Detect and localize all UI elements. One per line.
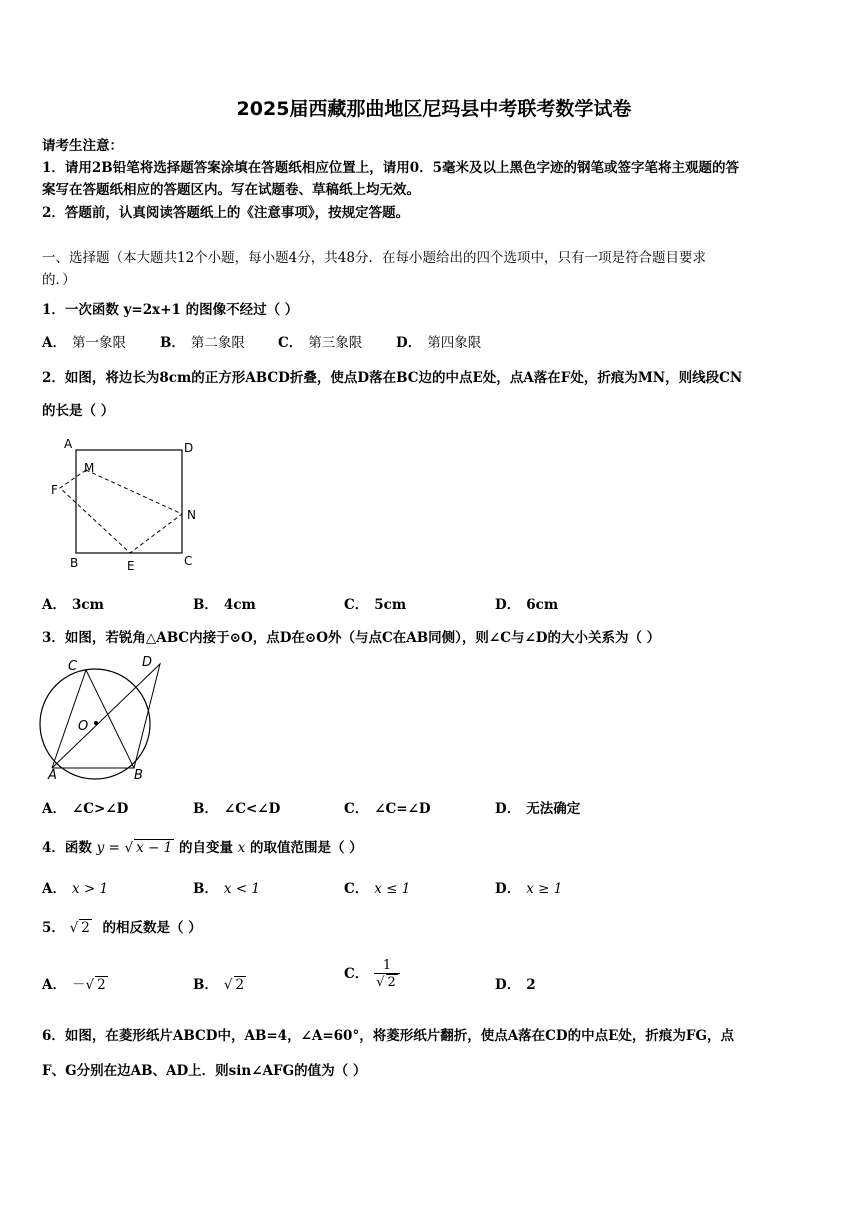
q2-option-a-letter: A． [42,597,66,613]
q3-option-d-text: 无法确定 [526,801,581,817]
notice-item1-line2: 案写在答题纸相应的答题区内。写在试题卷、草稿纸上均无效。 [42,182,420,198]
q2-label-d: D [184,441,194,455]
q5-option-d-letter: D． [495,977,521,993]
q4-option-b-text: x < 1 [223,881,261,897]
q2-option-a [42,593,104,613]
q5-stem-suffix: 的相反数是（ ） [102,920,202,936]
q2-option-c-text: 5cm [374,597,407,613]
q1-option-a-text: 第一象限 [71,335,126,351]
q2-stem-line2: 的长是（ ） [42,403,115,419]
q4-option-b-letter: B． [193,881,218,897]
section1-line1: 一、选择题（本大题共12个小题，每小题4分，共48分．在每小题给出的四个选项中，只有一项是符合题目要求 [42,250,706,266]
q5-stem-prefix: 5． [42,920,65,936]
q2-label-e: E [127,559,135,573]
q4-stem: 4．函数 y = √ x − 1 的自变量 x 的取值范围是（ ） [42,840,363,856]
q2-option-d-letter: D． [495,597,521,613]
q2-label-f: F [51,483,58,497]
q3-label-o: O [78,719,89,734]
q4-stem-end: 的取值范围是（ ） [250,840,363,856]
q5-option-c-numerator: 1 [374,958,400,974]
q1-stem: 1．一次函数 y=2x+1 的图像不经过（ ） [42,302,299,318]
q2-label-a: A [64,437,73,451]
q2-label-n: N [187,508,196,522]
q5-option-a-radicand: 2 [97,977,106,993]
q4-option-a-letter: A． [42,881,66,897]
q5-option-c-letter: C． [344,965,369,982]
q3-center-dot [94,721,98,725]
q3-figure [38,652,168,782]
q4-formula-radicand: x − 1 [136,840,173,856]
q4-option-b [193,877,260,897]
q5-option-b-letter: B． [193,977,218,993]
q1-option-c [278,331,362,351]
q2-stem-line1: 2．如图，将边长为8cm的正方形ABCD折叠，使点D落在BC边的中点E处，点A落在F处，折痕为MN，则线段CN [42,370,743,386]
q4-option-c-text: x ≤ 1 [374,881,411,897]
q1-option-c-letter: C． [278,335,303,351]
q2-option-d [495,593,558,613]
q3-option-d [495,797,580,817]
q5-option-d [495,973,536,993]
q5-stem-radicand: 2 [81,920,90,936]
q4-option-d-letter: D． [495,881,521,897]
q3-option-b-letter: B． [193,801,218,817]
q2-option-c [344,593,406,613]
q3-option-c [344,797,431,817]
q3-triangle-abd [52,664,160,768]
q2-option-b-letter: B． [193,597,218,613]
q6-stem-line1: 6．如图，在菱形纸片ABCD中，AB=4，∠A=60°，将菱形纸片翻折，使点A落在CD的中点E处，折痕为FG，点 [42,1028,735,1044]
q2-fold-lines [60,470,182,553]
q3-option-a-text: ∠C>∠D [71,801,129,817]
q5-option-c [344,958,400,990]
q3-triangle-abc [52,670,134,768]
q2-option-b [193,593,256,613]
q5-option-a-letter: A． [42,977,66,993]
q4-option-c-letter: C． [344,881,369,897]
q4-option-d-text: x ≥ 1 [526,881,563,897]
q6-stem-line2: F、G分别在边AB、AD上．则sin∠AFG的值为（ ） [42,1063,367,1079]
q3-option-a [42,797,128,817]
q5-option-c-fraction: $\frac{1}{√ 2}$ [374,958,400,990]
q5-option-a: A． －√ 2 [42,977,106,993]
q5-option-b-radicand: 2 [235,977,245,993]
notice-item2: 2．答题前，认真阅读答题纸上的《注意事项》，按规定答题。 [42,205,410,221]
q5-stem: 5． √ 2 的相反数是（ ） [42,920,202,936]
q3-option-d-letter: D． [495,801,521,817]
q1-option-a [42,331,126,351]
q2-option-a-text: 3cm [71,597,104,613]
q1-option-a-letter: A． [42,335,66,351]
q2-label-b: B [70,556,79,570]
q2-figure [44,432,214,578]
q2-option-d-text: 6cm [526,597,559,613]
q4-option-d [495,877,562,897]
q4-stem-var: x [237,840,246,856]
q2-option-b-text: 4cm [223,597,256,613]
q5-option-b: B． √ 2 [193,977,245,993]
q3-option-b [193,797,280,817]
q1-option-b [160,331,245,351]
q5-option-a-prefix: － [71,977,86,993]
q1-option-b-letter: B． [160,335,185,351]
q4-stem-suffix: 的自变量 [178,840,233,856]
page-title: 2025届西藏那曲地区尼玛县中考联考数学试卷 [236,98,632,120]
q4-option-a [42,877,108,897]
q3-label-c: C [68,659,78,674]
q1-option-d [396,331,481,351]
q3-label-a: A [48,768,57,782]
q1-option-d-text: 第四象限 [427,335,482,351]
q1-option-c-text: 第三象限 [308,335,363,351]
q2-label-c: C [184,554,193,568]
q5-option-d-text: 2 [526,977,536,993]
q4-stem-prefix: 4．函数 [42,840,92,856]
notice-item1-line1: 1．请用2B铅笔将选择题答案涂填在答题纸相应位置上，请用0．5毫米及以上黑色字迹的钢笔或签字笔将主观题的答 [42,160,739,176]
q4-option-c [344,877,410,897]
notice-heading: 请考生注意： [42,138,123,154]
q3-label-b: B [134,768,143,782]
q3-stem: 3．如图，若锐角△ABC内接于⊙O，点D在⊙O外（与点C在AB同侧），则∠C与∠D的大小关系为（ ） [42,630,661,646]
q2-option-c-letter: C． [344,597,369,613]
q3-option-a-letter: A． [42,801,66,817]
q1-option-d-letter: D． [396,335,422,351]
q4-option-a-text: x > 1 [71,881,109,897]
q3-option-c-letter: C． [344,801,369,817]
q5-option-c-radicand: 2 [387,975,396,990]
q3-option-b-text: ∠C<∠D [223,801,281,817]
q3-label-d: D [142,655,153,670]
q3-option-c-text: ∠C=∠D [374,801,431,817]
q2-label-m: M [84,461,95,475]
q1-option-b-text: 第二象限 [190,335,245,351]
q4-formula-lhs: y = [96,840,120,856]
section1-line2: 的．） [42,272,76,288]
